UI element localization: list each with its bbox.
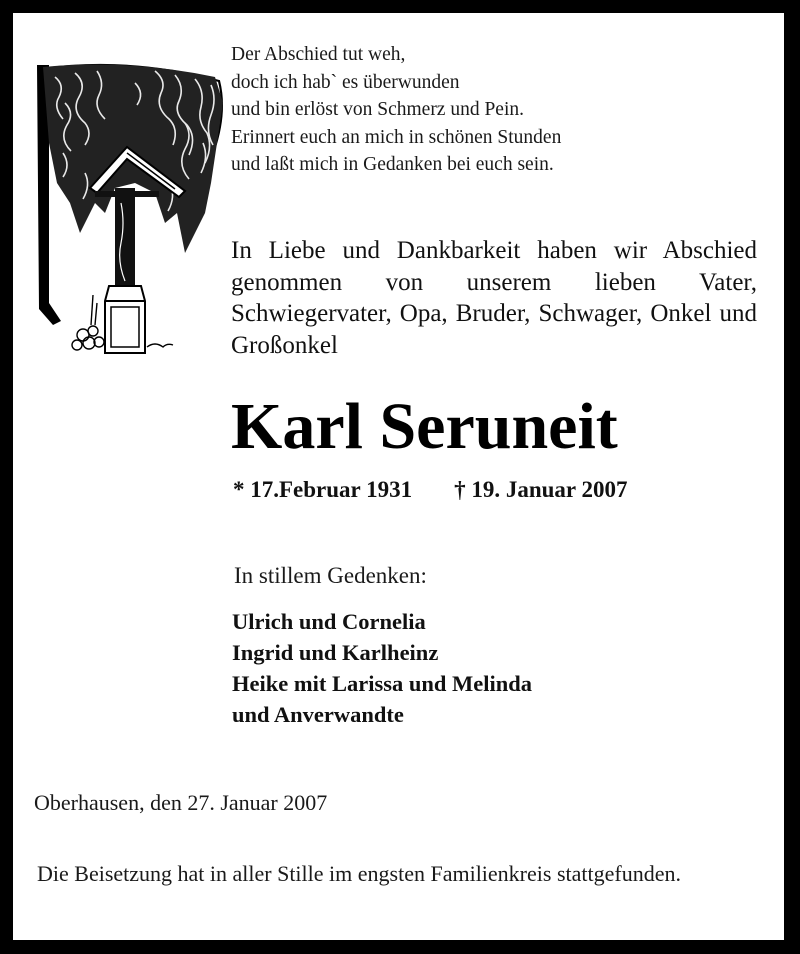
poem-line: Der Abschied tut weh, (231, 44, 406, 65)
life-dates (233, 475, 627, 505)
willow-tree-wayside-cross-icon (35, 63, 225, 358)
remembrance-label: In stillem Gedenken: (234, 563, 427, 588)
poem-verse (231, 41, 561, 179)
deceased-name: Karl Seruneit (231, 390, 618, 463)
poem-line: doch ich hab` es überwunden (231, 71, 460, 93)
mourner-entry: Ulrich und Cornelia (232, 609, 426, 634)
mourner-entry: Heike mit Larissa und Melinda (232, 671, 533, 696)
intro-text: In Liebe und Dankbarkeit haben wir Abschied genommen von unserem lieben Vater, Schwiegervater, Opa, Bruder, Schwager, Onkel und Großonkel (231, 237, 757, 359)
poem-line: und bin erlöst von Schmerz und Pein. (231, 99, 525, 120)
mourner-entry: und Anverwandte (232, 702, 404, 727)
poem-line: Erinnert euch an mich in schönen Stunden (231, 126, 562, 148)
poem-line: und laßt mich in Gedanken bei euch sein. (231, 154, 554, 175)
place-and-date: Oberhausen, den 27. Januar 2007 (34, 790, 328, 815)
death-date: † 19. Januar 2007 (454, 477, 628, 502)
mourners-list (232, 606, 532, 730)
mourner-entry: Ingrid und Karlheinz (232, 640, 439, 665)
obituary-notice (13, 13, 784, 940)
birth-date: * 17.Februar 1931 (233, 477, 413, 502)
burial-note: Die Beisetzung hat in aller Stille im engsten Familienkreis stattgefunden. (37, 861, 681, 886)
